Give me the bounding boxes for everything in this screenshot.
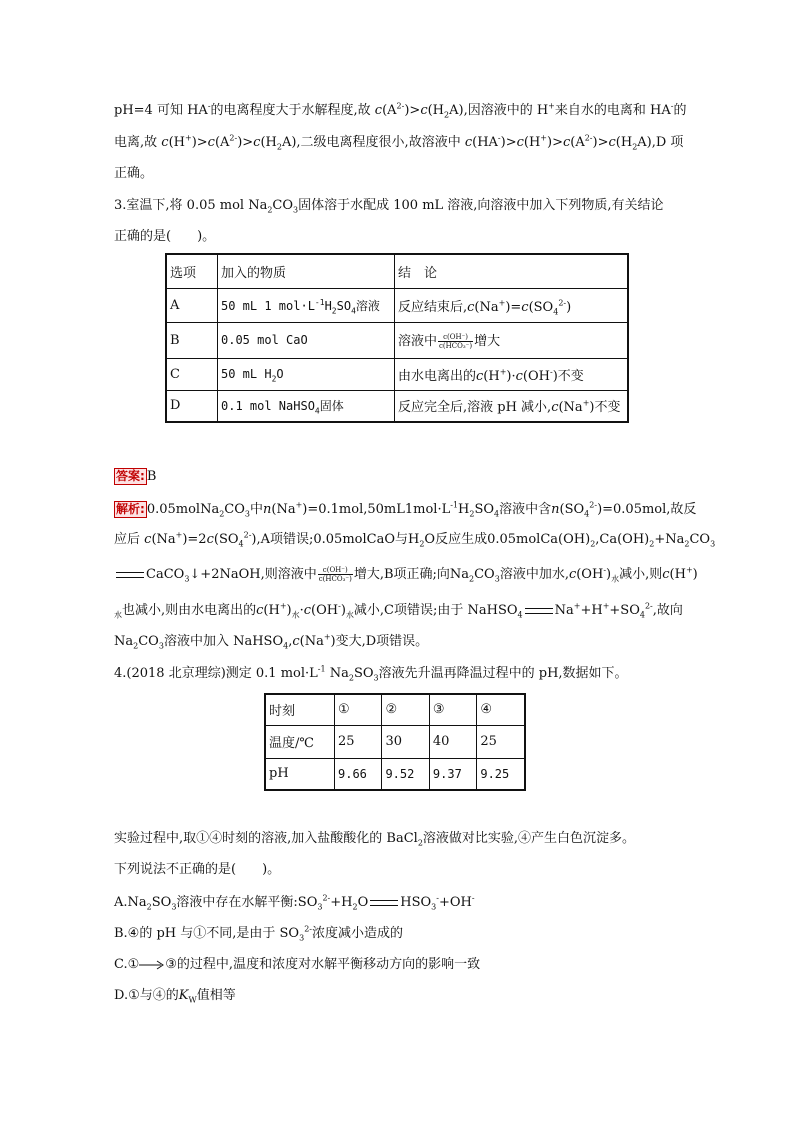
header-conclusion: 结 论 (395, 254, 629, 288)
row-header: 温度/℃ (265, 725, 335, 758)
q4-option-d: D.①与④的$K_W$值相等 (114, 988, 236, 1005)
table-cell: 9.25 (477, 758, 525, 790)
table-cell: ③ (429, 694, 476, 725)
table-cell: ④ (477, 694, 525, 725)
row-header: pH (265, 758, 335, 790)
q4-row-time (265, 694, 525, 725)
table-cell: 30 (382, 725, 429, 758)
q4-option-b: B.④的 pH 与①不同,是由于 $SO_3^{2-}$浓度减小造成的 (114, 924, 403, 943)
substance-cell: 50 mL $H_2O$ (218, 358, 395, 390)
q4-option-a: $A.Na_2SO_3$溶液中存在水解平衡$:SO_3^{2-}+H_2O$ $HSO_3^-+OH^-$ (114, 893, 475, 912)
table-cell: ② (382, 694, 429, 725)
q3-row-a (166, 288, 628, 322)
equilibrium-sign (370, 900, 398, 906)
substance-cell: 0.05 mol CaO (218, 322, 395, 358)
q3-row-d (166, 390, 628, 422)
option-label: A (166, 288, 218, 322)
header-substance: 加入的物质 (218, 254, 395, 288)
table-cell: 9.37 (429, 758, 476, 790)
q3-analysis-line-4: $_水$也减小,则由水电离出的$c(H^+)_水\cdot c(OH^-)_水$减小,C项错误;由于 NaHSO$_4$ $Na^++H^++SO_4^{2-}$,故向 (114, 601, 683, 620)
intro-line-1: pH=4 可知 HA-的电离程度大于水解程度,故 $c(A^{2-})>c(H_2A)$,因溶液中的 H+来自水的电离和 HA-的 (114, 101, 687, 120)
q3-stem-line-2: 正确的是( )。 (114, 229, 216, 244)
conclusion-cell: 反应完全后,溶液 pH 减小,c(Na+)不变 (395, 390, 629, 422)
row-header: 时刻 (265, 694, 335, 725)
q3-answer-line (114, 467, 156, 487)
q3-analysis-line-3: CaCO$_3$↓+2NaOH,则溶液中 $\frac{c(OH^-)}{\text{c(HCO₃⁻)}}$ 增大,B项正确;向$Na_2CO_3$溶液中加水$,c(OH^-)_水$减小,则c(H+) (114, 565, 698, 585)
fraction: $\frac{c(OH^-)}{\text{c(HCO₃⁻)}}$ (439, 333, 473, 350)
substance-cell: 0.1 mol NaHSO$_4$固体 (218, 390, 395, 422)
table-cell: 40 (429, 725, 476, 758)
conclusion-cell: 反应结束后$,c(Na^+)=c(SO_4^{2-})$ (395, 288, 629, 322)
equals-sign (525, 608, 553, 614)
q3-row-c (166, 358, 628, 390)
q4-paragraph-2: 下列说法不正确的是( )。 (114, 862, 281, 877)
q4-data-table (264, 693, 526, 791)
q4-stem-line: 4.(2018 北京理综)测定 0.1 $mol\cdot L^{-1}$ $Na_2SO_3$溶液先升温再降温过程中的 pH,数据如下。 (114, 664, 628, 683)
analysis-tag: 解析: (116, 502, 145, 516)
table-cell: 25 (477, 725, 525, 758)
q3-stem-line-1: 3.室温下,将 0.05 mol $Na_2CO_3$固体溶于水配成 100 mL 溶液,向溶液中加入下列物质,有关结论 (114, 198, 664, 215)
table-cell: 25 (335, 725, 382, 758)
equals-sign (116, 572, 144, 578)
intro-line-2: 电离,故 $c(H^+)>c(A^{2-})>c(H_2A)$,二级电离程度很小,故溶液中 $c(HA^-)>c(H^+)>c(A^{2-})>c(H_2A),D$ 项 (114, 133, 684, 152)
q3-options-table (165, 253, 629, 423)
table-cell: ① (335, 694, 382, 725)
option-label: B (166, 322, 218, 358)
q3-analysis-line-1: 解析: $0.05molNa_2CO_3$中$n(Na^+)=0.1mol,50mL1mol\cdot L^{-1}H_2SO_4$溶液中含$n(SO_4^{2-})=0.05mol$,故反 (116, 500, 697, 519)
option-label: C (166, 358, 218, 390)
answer-value: B (146, 469, 157, 484)
table-cell: 9.66 (335, 758, 382, 790)
q3-row-b (166, 322, 628, 358)
conclusion-cell: 由水电离出的c(H+)·c(OH-)不变 (395, 358, 629, 390)
option-label: D (166, 390, 218, 422)
q4-row-temperature (265, 725, 525, 758)
table-cell: 9.52 (382, 758, 429, 790)
q3-table-header-row (166, 254, 628, 288)
conclusion-cell: 溶液中 $\frac{c(OH^-)}{\text{c(HCO₃⁻)}}$ 增大 (395, 322, 629, 358)
q3-analysis-line-2: 应后 $c(Na^+)=2c(SO_4^{2-}),A$项错误;0.05molCaO与$H_2O$反应生成$0.05molCa(OH)_2,Ca(OH)_2+Na_2CO_3$ (114, 530, 716, 549)
answer-tag: 答案: (116, 469, 145, 483)
intro-line-3: 正确。 (114, 166, 154, 181)
q4-option-c: C.① ③的过程中,温度和浓度对水解平衡移动方向的影响一致 (114, 957, 481, 972)
fraction: $\frac{c(OH^-)}{\text{c(HCO₃⁻)}}$ (318, 566, 352, 583)
right-arrow-icon (139, 960, 165, 970)
substance-cell: 50 mL 1 $mol\cdot L^{-1}H_2SO_4$溶液 (218, 288, 395, 322)
header-option: 选项 (166, 254, 218, 288)
q3-analysis-line-5: $Na_2CO_3$溶液中加入 NaHSO$_4$,c(Na+)变大,D项错误。 (114, 632, 429, 651)
q4-row-ph (265, 758, 525, 790)
q4-paragraph-1: 实验过程中,取①④时刻的溶液,加入盐酸酸化的 BaCl$_2$溶液做对比实验,④产生白色沉淀多。 (114, 831, 636, 848)
